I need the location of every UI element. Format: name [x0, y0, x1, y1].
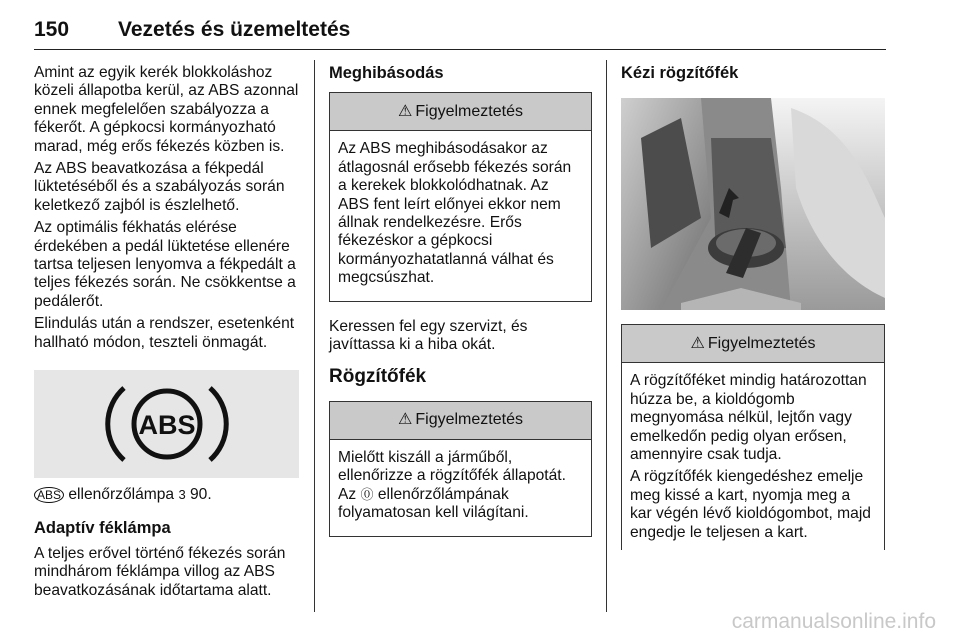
- warning-body: [622, 363, 884, 550]
- warning-box: [621, 324, 885, 550]
- chapter-title: Vezetés és üzemeltetés: [118, 18, 351, 41]
- column-3: [621, 64, 885, 566]
- paragraph: Elindulás után a rendszer, esetenként hallható módon, teszteli önmagát.: [34, 315, 295, 351]
- caption-text: ellenőrzőlámpa: [64, 486, 179, 504]
- warning-body: [330, 440, 591, 536]
- warning-title: Figyelmeztetés: [415, 411, 523, 429]
- page-number: 150: [34, 18, 70, 41]
- page-ref-link[interactable]: 90.: [185, 486, 212, 504]
- warning-text: Az ABS meghibásodásakor az átlagosnál erősebb fékezés során a kerekek blokkolódhatnak. Az ABS fent leírt előnyei ekkor nem állnak rendelkezésre. Erős fékezéskor a gépkocsi kormányozhatatlanná válhat és megcsúszhat.: [338, 140, 572, 287]
- abs-warning-light-image: [34, 370, 299, 478]
- warning-body: [330, 131, 591, 300]
- column-divider: [606, 60, 607, 612]
- paragraph: Keressen fel egy szervizt, és javíttassa ki a hiba okát.: [329, 317, 528, 354]
- paragraph: Amint az egyik kerék blokkoláshoz közeli állapotba kerül, az ABS azonnal ennek megfelelően szabályozza a fékerőt. A gépkocsi kormányozható marad, még erős fékezés közben is.: [34, 64, 299, 155]
- warning-title: Figyelmeztetés: [415, 102, 523, 120]
- warning-header: [330, 402, 591, 440]
- warning-header: [622, 325, 884, 363]
- column-divider: [314, 60, 315, 612]
- warning-title: Figyelmeztetés: [707, 334, 816, 352]
- warning-text: Mielőtt kiszáll a járműből, ellenőrizze a rögzítőfék állapotát. Az ⓪ ellenőrzőlámpának folyamatosan kell világítani.: [338, 448, 566, 522]
- hand-brake-photo: [621, 98, 885, 310]
- warning-box: [329, 401, 592, 537]
- warning-light-caption: [34, 486, 299, 504]
- column-2: [329, 64, 592, 553]
- parking-brake-light-icon: ⓪: [360, 486, 374, 502]
- abs-image-text: ABS: [137, 410, 196, 441]
- abs-icon: [102, 376, 232, 472]
- section-heading: Rögzítőfék: [329, 366, 427, 388]
- watermark: carmanualsonline.info: [731, 610, 936, 633]
- warning-text: A rögzítőfék kiengedéshez emelje meg kissé a kart, nyomja meg a kar végén lévő kioldógombot, majd engedje le teljesen a kart.: [630, 468, 871, 541]
- warning-text: A rögzítőféket mindig határozottan húzza be, a kioldógomb megnyomása nélkül, lejtőn vagy emelkedőn pedig olyan erősen, amennyire csak tudja.: [630, 372, 867, 464]
- warning-box: [329, 92, 592, 301]
- warning-triangle-icon: ⚠: [690, 334, 705, 352]
- subheading: Adaptív féklámpa: [34, 518, 171, 537]
- page-ref-arrow-icon: 3: [178, 487, 186, 503]
- page-header: [34, 18, 886, 50]
- warning-header: [330, 93, 591, 131]
- column-1: [34, 64, 299, 604]
- abs-light-icon: ABS: [34, 487, 64, 503]
- paragraph: Az optimális fékhatás elérése érdekében a pedál lüktetése ellenére tartsa teljesen lenyomva a fékpedált a teljes fékezés során. Ne csökkentse a pedálerőt.: [34, 219, 296, 310]
- subheading: Meghibásodás: [329, 64, 444, 82]
- warning-triangle-icon: ⚠: [398, 102, 413, 120]
- subheading: Kézi rögzítőfék: [621, 64, 739, 82]
- paragraph: Az ABS beavatkozása a fékpedál lüktetéséből és a szabályozás során keletkező zajból is észlelhető.: [34, 160, 285, 214]
- paragraph: A teljes erővel történő fékezés során mindhárom féklámpa villog az ABS beavatkozásának időtartama alatt.: [34, 544, 286, 599]
- warning-triangle-icon: ⚠: [398, 411, 413, 429]
